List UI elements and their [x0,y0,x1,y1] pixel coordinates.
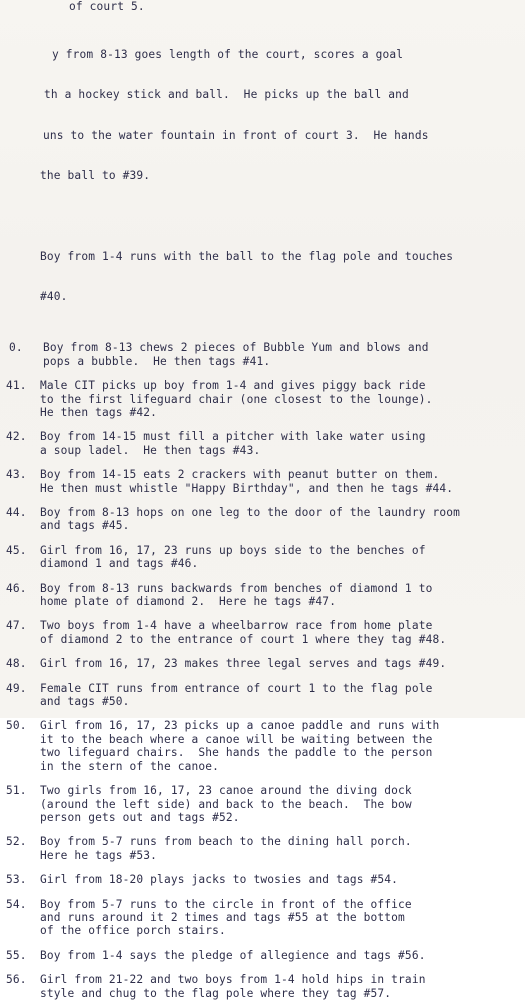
carry-over-line: y from 8-13 goes length of the court, scores a goal [52,48,404,62]
item-text [40,619,446,646]
list-item [6,506,518,533]
item-line: style and chug to the flag pole where they tag #57. [40,986,392,1000]
item-line: Female CIT runs from entrance of court 1 to the flag pole [40,681,433,695]
item-line: Boy from 1-4 says the pledge of allegience and tags #56. [40,948,426,962]
item-number: 0. [9,341,23,355]
item-line: Boy from 5-7 runs to the circle in front of the office [40,897,412,911]
item-line: and tags #50. [40,695,130,709]
item-line: Girl from 16, 17, 23 makes three legal serves and tags #49. [40,657,447,671]
list-item [6,835,518,862]
carry-over-line: uns to the water fountain in front of court 3. He hands [43,128,429,142]
item-text [40,682,432,709]
item-line: of diamond 2 to the entrance of court 1 where they tag #48. [40,632,447,646]
item-line: pops a bubble. He then tags #41. [43,354,271,368]
item-number: 41. [6,379,27,393]
item-number: 42. [6,430,27,444]
item-line: two lifeguard chairs. She hands the paddle to the person [40,746,433,760]
item-line: Two girls from 16, 17, 23 canoe around the diving dock [40,784,412,798]
item-line: and tags #45. [40,519,130,533]
list-item [6,544,518,571]
list-item [6,379,518,419]
unnumbered-line: #40. [40,290,68,304]
item-line: of the office porch stairs. [40,924,226,938]
item-line: person gets out and tags #52. [40,810,240,824]
item-line: Two boys from 1-4 have a wheelbarrow race from home plate [40,619,433,633]
item-line: Boy from 14-15 must fill a pitcher with lake water using [40,430,426,444]
item-line: a soup ladel. He then tags #43. [40,443,261,457]
item-line: Girl from 16, 17, 23 picks up a canoe paddle and runs with [40,719,440,733]
item-line: Boy from 5-7 runs from beach to the dining hall porch. [40,835,412,849]
item-number: 46. [6,581,27,595]
item-line: Boy from 8-13 hops on one leg to the door of the laundry room [40,506,461,519]
item-text [40,582,432,609]
item-line: Boy from 14-15 eats 2 crackers with peanut butter on them. [40,468,440,482]
item-text [40,544,426,571]
item-line: Girl from 16, 17, 23 runs up boys side to the benches of [40,543,426,557]
item-number: 45. [6,543,27,557]
item-text [40,506,460,533]
item-line: Girl from 21-22 and two boys from 1-4 hold hips in train [40,973,426,987]
item-line: and runs around it 2 times and tags #55 at the bottom [40,910,405,924]
item-number: 56. [6,973,27,987]
document-body [6,0,518,1000]
item-text [40,430,426,457]
top-continuation-text: of court 5. [69,0,145,13]
list-item [6,682,518,709]
item-number: 51. [6,784,27,798]
item-text [40,657,446,670]
item-line: He then tags #42. [40,405,158,419]
item-number: 49. [6,681,27,695]
item-text [40,873,398,886]
item-text [40,379,432,419]
list-item [6,973,518,1000]
list-item [6,949,518,962]
item-line: Boy from 8-13 runs backwards from benches of diamond 1 to [40,581,433,595]
item-line: home plate of diamond 2. Here he tags #47. [40,595,337,609]
item-number: 47. [6,619,27,633]
unnumbered-line: Boy from 1-4 runs with the ball to the flag pole and touches [40,249,454,263]
item-line: in the stern of the canoe. [40,759,220,773]
list-item [6,657,518,670]
unnumbered-item [40,223,518,330]
item-line: (around the left side) and back to the beach. The bow [40,797,412,811]
item-number: 43. [6,468,27,482]
item-number: 44. [6,506,27,519]
list-item [6,784,518,824]
item-line: to the first lifeguard chair (one closest to the lounge). [40,392,433,406]
carry-over-line: th a hockey stick and ball. He picks up the ball and [44,88,409,102]
item-line: Male CIT picks up boy from 1-4 and gives piggy back ride [40,379,426,393]
list-item [6,582,518,609]
item-line: diamond 1 and tags #46. [40,557,199,571]
list-item [6,619,518,646]
carry-over-item [40,21,518,209]
item-line: Boy from 8-13 chews 2 pieces of Bubble Yum and blows and [43,341,429,355]
item-number: 53. [6,873,27,887]
list-item [6,873,518,886]
list-item [6,468,518,495]
numbered-list [6,341,518,1000]
item-text [43,341,429,368]
list-item [6,430,518,457]
list-item [6,719,518,773]
item-text [40,973,426,1000]
item-text [40,784,412,824]
item-line: it to the beach where a canoe will be waiting between the [40,732,433,746]
item-number: 55. [6,948,27,962]
item-number: 50. [6,719,27,733]
item-number: 54. [6,897,27,911]
item-text [40,949,426,962]
item-line: Girl from 18-20 plays jacks to twosies and tags #54. [40,873,399,887]
list-item [6,341,518,368]
item-text [40,719,439,773]
carry-over-line: the ball to #39. [40,168,151,182]
item-number: 48. [6,657,27,671]
item-text [40,835,412,862]
item-text [40,468,453,495]
item-line: Here he tags #53. [40,848,158,862]
item-number: 52. [6,835,27,849]
item-line: He then must whistle "Happy Birthday", and then he tags #44. [40,481,454,495]
item-text [40,898,412,938]
list-item [6,898,518,938]
